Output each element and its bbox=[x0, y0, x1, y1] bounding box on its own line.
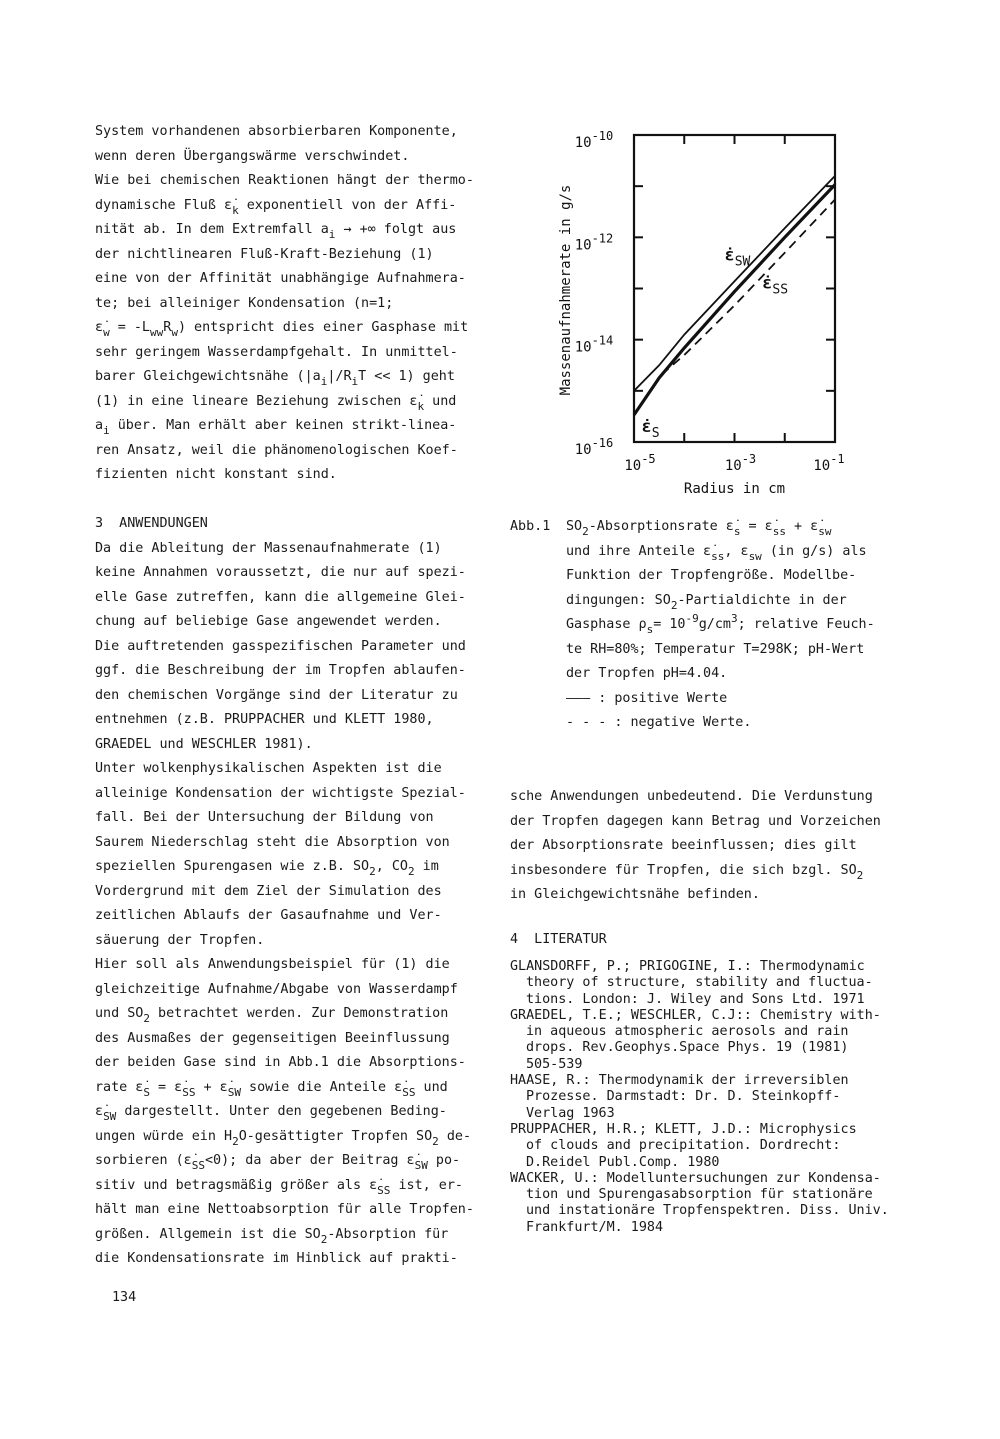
text-line: und ihre Anteile $\varepsiloṅ_{ss}$, $\varepsilon_{sw}$ (in g/s) als bbox=[566, 543, 867, 563]
text-line: GLANSDORFF, P.; PRIGOGINE, I.: Thermodynamic bbox=[510, 959, 865, 974]
literature-heading: 4 LITERATUR bbox=[510, 932, 607, 947]
text-line: tion und Spurengasabsorption für stationäre bbox=[526, 1187, 873, 1203]
text-line: nität ab. In dem Extremfall $a_i$ → +∞ folgt aus bbox=[95, 222, 457, 241]
text-line: 3 ANWENDUNGEN bbox=[95, 516, 208, 531]
text-line: elle Gase zutreffen, kann die allgemeine Glei- bbox=[95, 589, 466, 605]
text-line: (1) in eine lineare Beziehung zwischen $\varepsiloṅ_k$ und bbox=[95, 393, 457, 413]
text-line: drops. Rev.Geophys.Space Phys. 19 (1981) bbox=[526, 1040, 849, 1056]
text-line: sche Anwendungen unbedeutend. Die Verdunstung bbox=[510, 789, 873, 804]
text-line: Hier soll als Anwendungsbeispiel für (1) die bbox=[95, 957, 450, 972]
series-label: $\varepsiloṅ_{SS}$ bbox=[762, 273, 789, 298]
text-line: of clouds and precipitation. Dordrecht: bbox=[526, 1138, 841, 1154]
x-axis-label: Radius in cm bbox=[683, 481, 786, 497]
text-line: tions. London: J. Wiley and Sons Ltd. 1971 bbox=[526, 991, 865, 1007]
text-line: ——— : positive Werte bbox=[566, 690, 728, 706]
text-line: dingungen: $SO_2$-Partialdichte in der bbox=[566, 592, 847, 612]
text-line: Die auftretenden gasspezifischen Parameter und bbox=[95, 638, 466, 654]
reference-entry bbox=[510, 1122, 889, 1171]
text-line: ggf. die Beschreibung der im Tropfen ablaufen- bbox=[95, 663, 466, 678]
reference-list bbox=[510, 959, 889, 1236]
text-line: die Kondensationsrate im Hinblick auf prakti- bbox=[95, 1251, 458, 1266]
text-line: in Gleichgewichtsnähe befinden. bbox=[510, 887, 760, 902]
text-line: speziellen Spurengasen wie z.B. $SO_2$, $CO_2$ im bbox=[95, 859, 439, 878]
text-line: WACKER, U.: Modelluntersuchungen zur Kondensa- bbox=[510, 1170, 881, 1186]
text-line: und instationäre Tropfenspektren. Diss. Univ. bbox=[526, 1203, 889, 1219]
text-line: wenn deren Übergangswärme verschwindet. bbox=[95, 148, 410, 164]
text-line: Saurem Niederschlag steht die Absorption von bbox=[95, 834, 450, 850]
text-line: in aqueous atmospheric aerosols and rain bbox=[526, 1024, 849, 1040]
text-line: sehr geringem Wasserdampfgehalt. In unmittel- bbox=[95, 344, 458, 360]
text-line: $a_i$ über. Man erhält aber keinen strikt-linea- bbox=[95, 418, 457, 437]
series-line-1 bbox=[634, 185, 835, 415]
text-line: System vorhandenen absorbierbaren Komponente, bbox=[95, 124, 458, 139]
text-line: der Tropfen pH=4.04. bbox=[566, 666, 728, 681]
series-label: $\varepsiloṅ_{SW}$ bbox=[724, 245, 751, 270]
page-number: 134 bbox=[112, 1290, 137, 1305]
text-line: barer Gleichgewichtsnähe $(|a_i|/R_iT << 1)$ geht bbox=[95, 369, 455, 388]
text-line: Verlag 1963 bbox=[526, 1105, 615, 1121]
text-line: Gasphase $\rho_s= 10^{-9}g/cm^3$; relative Feuch- bbox=[566, 612, 875, 636]
text-line: und $SO_2$ betrachtet werden. Zur Demonstration bbox=[95, 1006, 449, 1025]
y-axis-label: Massenaufnahmerate in g/s bbox=[558, 184, 574, 396]
text-line: hält man eine Nettoabsorption für alle Tropfen- bbox=[95, 1202, 474, 1217]
text-line: GRAEDEL und WESCHLER 1981). bbox=[95, 736, 313, 752]
reference-entry bbox=[510, 1073, 889, 1122]
text-line: eine von der Affinität unabhängige Aufnahmera- bbox=[95, 271, 466, 286]
text-line: te RH=80%; Temperatur T=298K; pH-Wert bbox=[566, 641, 865, 657]
figure-label: Abb.1 bbox=[510, 519, 551, 534]
y-tick-label: 10-16 bbox=[574, 436, 614, 458]
x-tick-label: 10-3 bbox=[724, 452, 757, 474]
figure-caption bbox=[510, 515, 875, 736]
text-line: D.Reidel Publ.Comp. 1980 bbox=[526, 1154, 720, 1170]
text-line: der Absorptionsrate beeinflussen; dies gilt bbox=[510, 838, 857, 853]
text-line: der nichtlinearen Fluß-Kraft-Beziehung (1) bbox=[95, 246, 434, 262]
text-line: rate $\varepsiloṅ_S$ = $\varepsiloṅ_{SS}$ + $\varepsiloṅ_{SW}$ sowie die Anteile $\varepsiloṅ_{SS}$ und bbox=[95, 1079, 448, 1099]
right-column-paragraph bbox=[510, 785, 881, 908]
text-line: te; bei alleiniger Kondensation (n=1; bbox=[95, 295, 394, 311]
series-line-2 bbox=[662, 200, 835, 375]
series-line-0 bbox=[634, 176, 835, 391]
reference-entry bbox=[510, 1008, 889, 1073]
text-line: insbesondere für Tropfen, die sich bzgl. $SO_2$ bbox=[510, 862, 864, 882]
text-line: den chemischen Vorgänge sind der Literatur zu bbox=[95, 687, 458, 703]
text-line: keine Annahmen voraussetzt, die nur auf spezi- bbox=[95, 565, 466, 580]
text-line: zeitlichen Ablaufs der Gasaufnahme und Ver- bbox=[95, 908, 442, 923]
x-tick-label: 10-1 bbox=[813, 452, 845, 474]
text-line: Abb.1 $SO_2$-Absorptionsrate $\varepsiloṅ_s$ = $\varepsiloṅ_{ss}$ + $\varepsiloṅ_{sw}$ bbox=[510, 515, 875, 540]
text-line: ren Ansatz, weil die phänomenologischen Koef- bbox=[95, 442, 458, 458]
text-line: Prozesse. Darmstadt: Dr. D. Steinkopff- bbox=[526, 1089, 841, 1105]
text-line: $\varepsiloṅ_w = -L_{ww}R_w$) entspricht dies einer Gasphase mit bbox=[95, 320, 469, 339]
text-line: theory of structure, stability and fluctua- bbox=[526, 975, 873, 991]
text-line: des Ausmaßes der gegenseitigen Beeinflussung bbox=[95, 1030, 450, 1046]
left-column-section-anwendungen bbox=[95, 512, 474, 1272]
text-line: der beiden Gase sind in Abb.1 die Absorptions- bbox=[95, 1055, 466, 1070]
text-line: Frankfurt/M. 1984 bbox=[526, 1219, 664, 1235]
reference-entry bbox=[510, 959, 889, 1008]
text-line: entnehmen (z.B. PRUPPACHER und KLETT 1980, bbox=[95, 712, 434, 727]
text-line: - - - : negative Werte. bbox=[566, 715, 752, 730]
plot-frame bbox=[634, 135, 835, 442]
y-tick-label: 10-12 bbox=[574, 231, 614, 254]
x-tick-label: 10-5 bbox=[624, 452, 656, 474]
text-line: größen. Allgemein ist die $SO_2$-Absorption für bbox=[95, 1226, 449, 1246]
text-line: Unter wolkenphysikalischen Aspekten ist die bbox=[95, 761, 442, 776]
text-line: GRAEDEL, T.E.; WESCHLER, C.J:: Chemistry with- bbox=[510, 1007, 881, 1023]
y-tick-label: 10-14 bbox=[574, 333, 614, 356]
text-line: $\varepsiloṅ_{SW}$ dargestellt. Unter den gegebenen Beding- bbox=[95, 1104, 447, 1123]
text-line: Funktion der Tropfengröße. Modellbe- bbox=[566, 568, 857, 583]
text-line: sorbieren $(\varepsiloṅ_{SS}<0)$; da aber der Beitrag $\varepsiloṅ_{SW}$ po- bbox=[95, 1153, 461, 1172]
y-tick-label: 10-10 bbox=[574, 129, 614, 151]
text-line: fall. Bei der Untersuchung der Bildung von bbox=[95, 810, 434, 825]
text-line: PRUPPACHER, H.R.; KLETT, J.D.: Microphysics bbox=[510, 1121, 857, 1137]
text-line: säuerung der Tropfen. bbox=[95, 932, 265, 948]
text-line: alleinige Kondensation der wichtigste Spezial- bbox=[95, 785, 466, 801]
text-line: ungen würde ein $H_2O$-gesättigter Tropfen $SO_2$ de- bbox=[95, 1128, 472, 1148]
text-line: Vordergrund mit dem Ziel der Simulation des bbox=[95, 883, 442, 899]
series-label: $\varepsiloṅ_S$ bbox=[641, 416, 660, 441]
text-line: 505-539 bbox=[526, 1056, 583, 1072]
text-line: Da die Ableitung der Massenaufnahmerate (1) bbox=[95, 540, 442, 556]
reference-entry bbox=[510, 1171, 889, 1236]
text-line: gleichzeitige Aufnahme/Abgabe von Wasserdampf bbox=[95, 981, 458, 997]
text-line: dynamische Fluß $\varepsiloṅ_k$ exponentiell von der Affi- bbox=[95, 197, 457, 217]
text-line: fizienten nicht konstant sind. bbox=[95, 467, 337, 482]
text-line: Wie bei chemischen Reaktionen hängt der thermo- bbox=[95, 173, 474, 188]
figure-abb1-chart bbox=[0, 0, 1000, 510]
text-line: HAASE, R.: Thermodynamik der irreversiblen bbox=[510, 1073, 849, 1089]
text-line: der Tropfen dagegen kann Betrag und Vorzeichen bbox=[510, 813, 881, 829]
text-line: sitiv und betragsmäßig größer als $\varepsiloṅ_{SS}$ ist, er- bbox=[95, 1177, 463, 1197]
text-line: chung auf beliebige Gase angewendet werden. bbox=[95, 614, 442, 629]
